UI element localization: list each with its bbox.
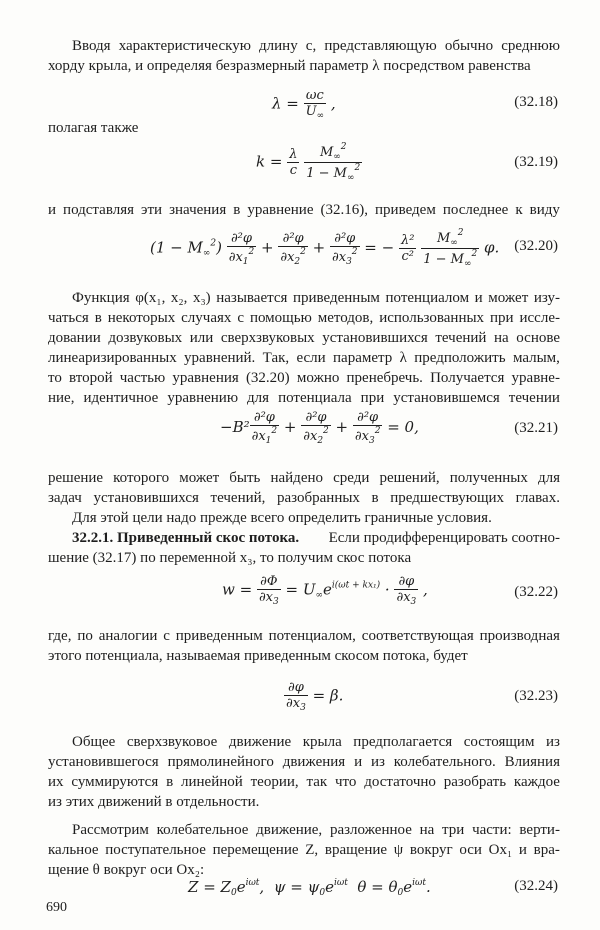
section-heading: 32.2.1. Приведенный скос потока. [72, 530, 300, 546]
text-line: этого потенциала, называемая приведенным скосом потока, будет [48, 648, 468, 664]
text-line: шение (32.17) по переменной x₃, то получим скос потока [48, 550, 412, 566]
page-number: 690 [46, 900, 67, 915]
equation-32-20: $(1 - M_\infty^2)$ $\frac{\text{∂²φ}}{\partial x_1^2}$ + $\frac{\text{∂²φ}}{\partial x_2^2}$ + $\frac{\text{∂²φ}}{\partial x_3^2}$ = − $\frac{\text{λ²}}{\text{c²}}$ $\frac{M_\infty^2}{1 - M_\infty^2}$ φ. [150, 228, 500, 269]
section-heading-line [72, 528, 560, 548]
text-line: Общее сверхзвуковое движение крыла предполагается состоящим из [72, 734, 560, 750]
equation-number: (32.24) [514, 878, 558, 894]
text-line: Вводя характеристическую длину c, представляющую обычно среднюю [72, 38, 560, 54]
text-line: Рассмотрим колебательное движение, разложенное на три части: верти- [72, 822, 560, 838]
text-line: решение которого может быть найдено среди решений, полученных для [48, 470, 560, 486]
text-run: Если продифференцировать соотно- [328, 530, 560, 546]
text-line: хорду крыла, и определяя безразмерный параметр λ посредством равенства [48, 58, 531, 74]
text-line: кальное поступательное перемещение Z, вращение ψ вокруг оси Ox₁ и вра- [48, 842, 560, 858]
text-line: Для этой цели надо прежде всего определить граничные условия. [72, 510, 492, 526]
text-line: задач установившихся течений, разобранных в предшествующих главах. [48, 490, 560, 506]
text-line: щение θ вокруг оси Ox₂: [48, 862, 205, 878]
equation-32-19: k = $\frac{\lambda}{c}$ $\frac{M_\infty^2}{1 - M_\infty^2}$ [256, 142, 361, 183]
equation-32-21: −B² $\frac{\text{∂²φ}}{\partial x_1^2}$ + $\frac{\text{∂²φ}}{\partial x_2^2}$ + $\frac{\text{∂²φ}}{\partial x_3^2}$ = 0, [220, 410, 419, 446]
equation-32-18: λ = $\frac{\omega c}{U_\infty}$ , [272, 88, 336, 121]
text-line: их суммируются в линейной теории, так что достаточно разобрать каждое [48, 774, 560, 790]
equation-number: (32.21) [514, 420, 558, 436]
text-line: и подставляя эти значения в уравнение (32.16), приведем последнее к виду [48, 202, 560, 218]
text-line: чаться в некоторых случаях с помощью методов, использованных при иссле- [48, 310, 560, 326]
text-line: довании дозвуковых или сверхзвуковых установившихся течений на основе [48, 330, 560, 346]
text-line: ние, идентичное уравнению для потенциала при установившемся течении [48, 390, 560, 406]
text-line: то второй частью уравнения (32.20) можно пренебречь. Получается уравне- [48, 370, 560, 386]
equation-number: (32.18) [514, 94, 558, 110]
equation-32-24: $Z = Z_0e^{i\omega t}$, $\psi = \psi_0e^{i\omega t}$ $\theta = \theta_0e^{i\omega t}$. [188, 878, 431, 898]
equation-number: (32.19) [514, 154, 558, 170]
text-line: полагая также [48, 120, 139, 136]
text-line: линеаризированных уравнений. Так, если параметр λ предположить малым, [48, 350, 560, 366]
equation-32-22: w = $\frac{\partial\Phi}{\partial x_3}$ = $U_\infty e^{i(\omega t + kx_1)}$ · $\frac{\partial\varphi}{\partial x_3}$ , [222, 574, 428, 607]
equation-number: (32.20) [514, 238, 558, 254]
equation-number: (32.23) [514, 688, 558, 704]
equation-32-23: $\frac{\partial\varphi}{\partial x_3}$ = β. [286, 680, 344, 713]
text-line: установившегося прямолинейного движения и из колебательного. Влияния [48, 754, 560, 770]
text-line: Функция φ(x₁, x₂, x₃) называется приведенным потенциалом и может изу- [72, 290, 560, 306]
equation-number: (32.22) [514, 584, 558, 600]
text-line: где, по аналогии с приведенным потенциалом, соответствующая производная [48, 628, 560, 644]
text-line: из этих движений в отдельности. [48, 794, 260, 810]
